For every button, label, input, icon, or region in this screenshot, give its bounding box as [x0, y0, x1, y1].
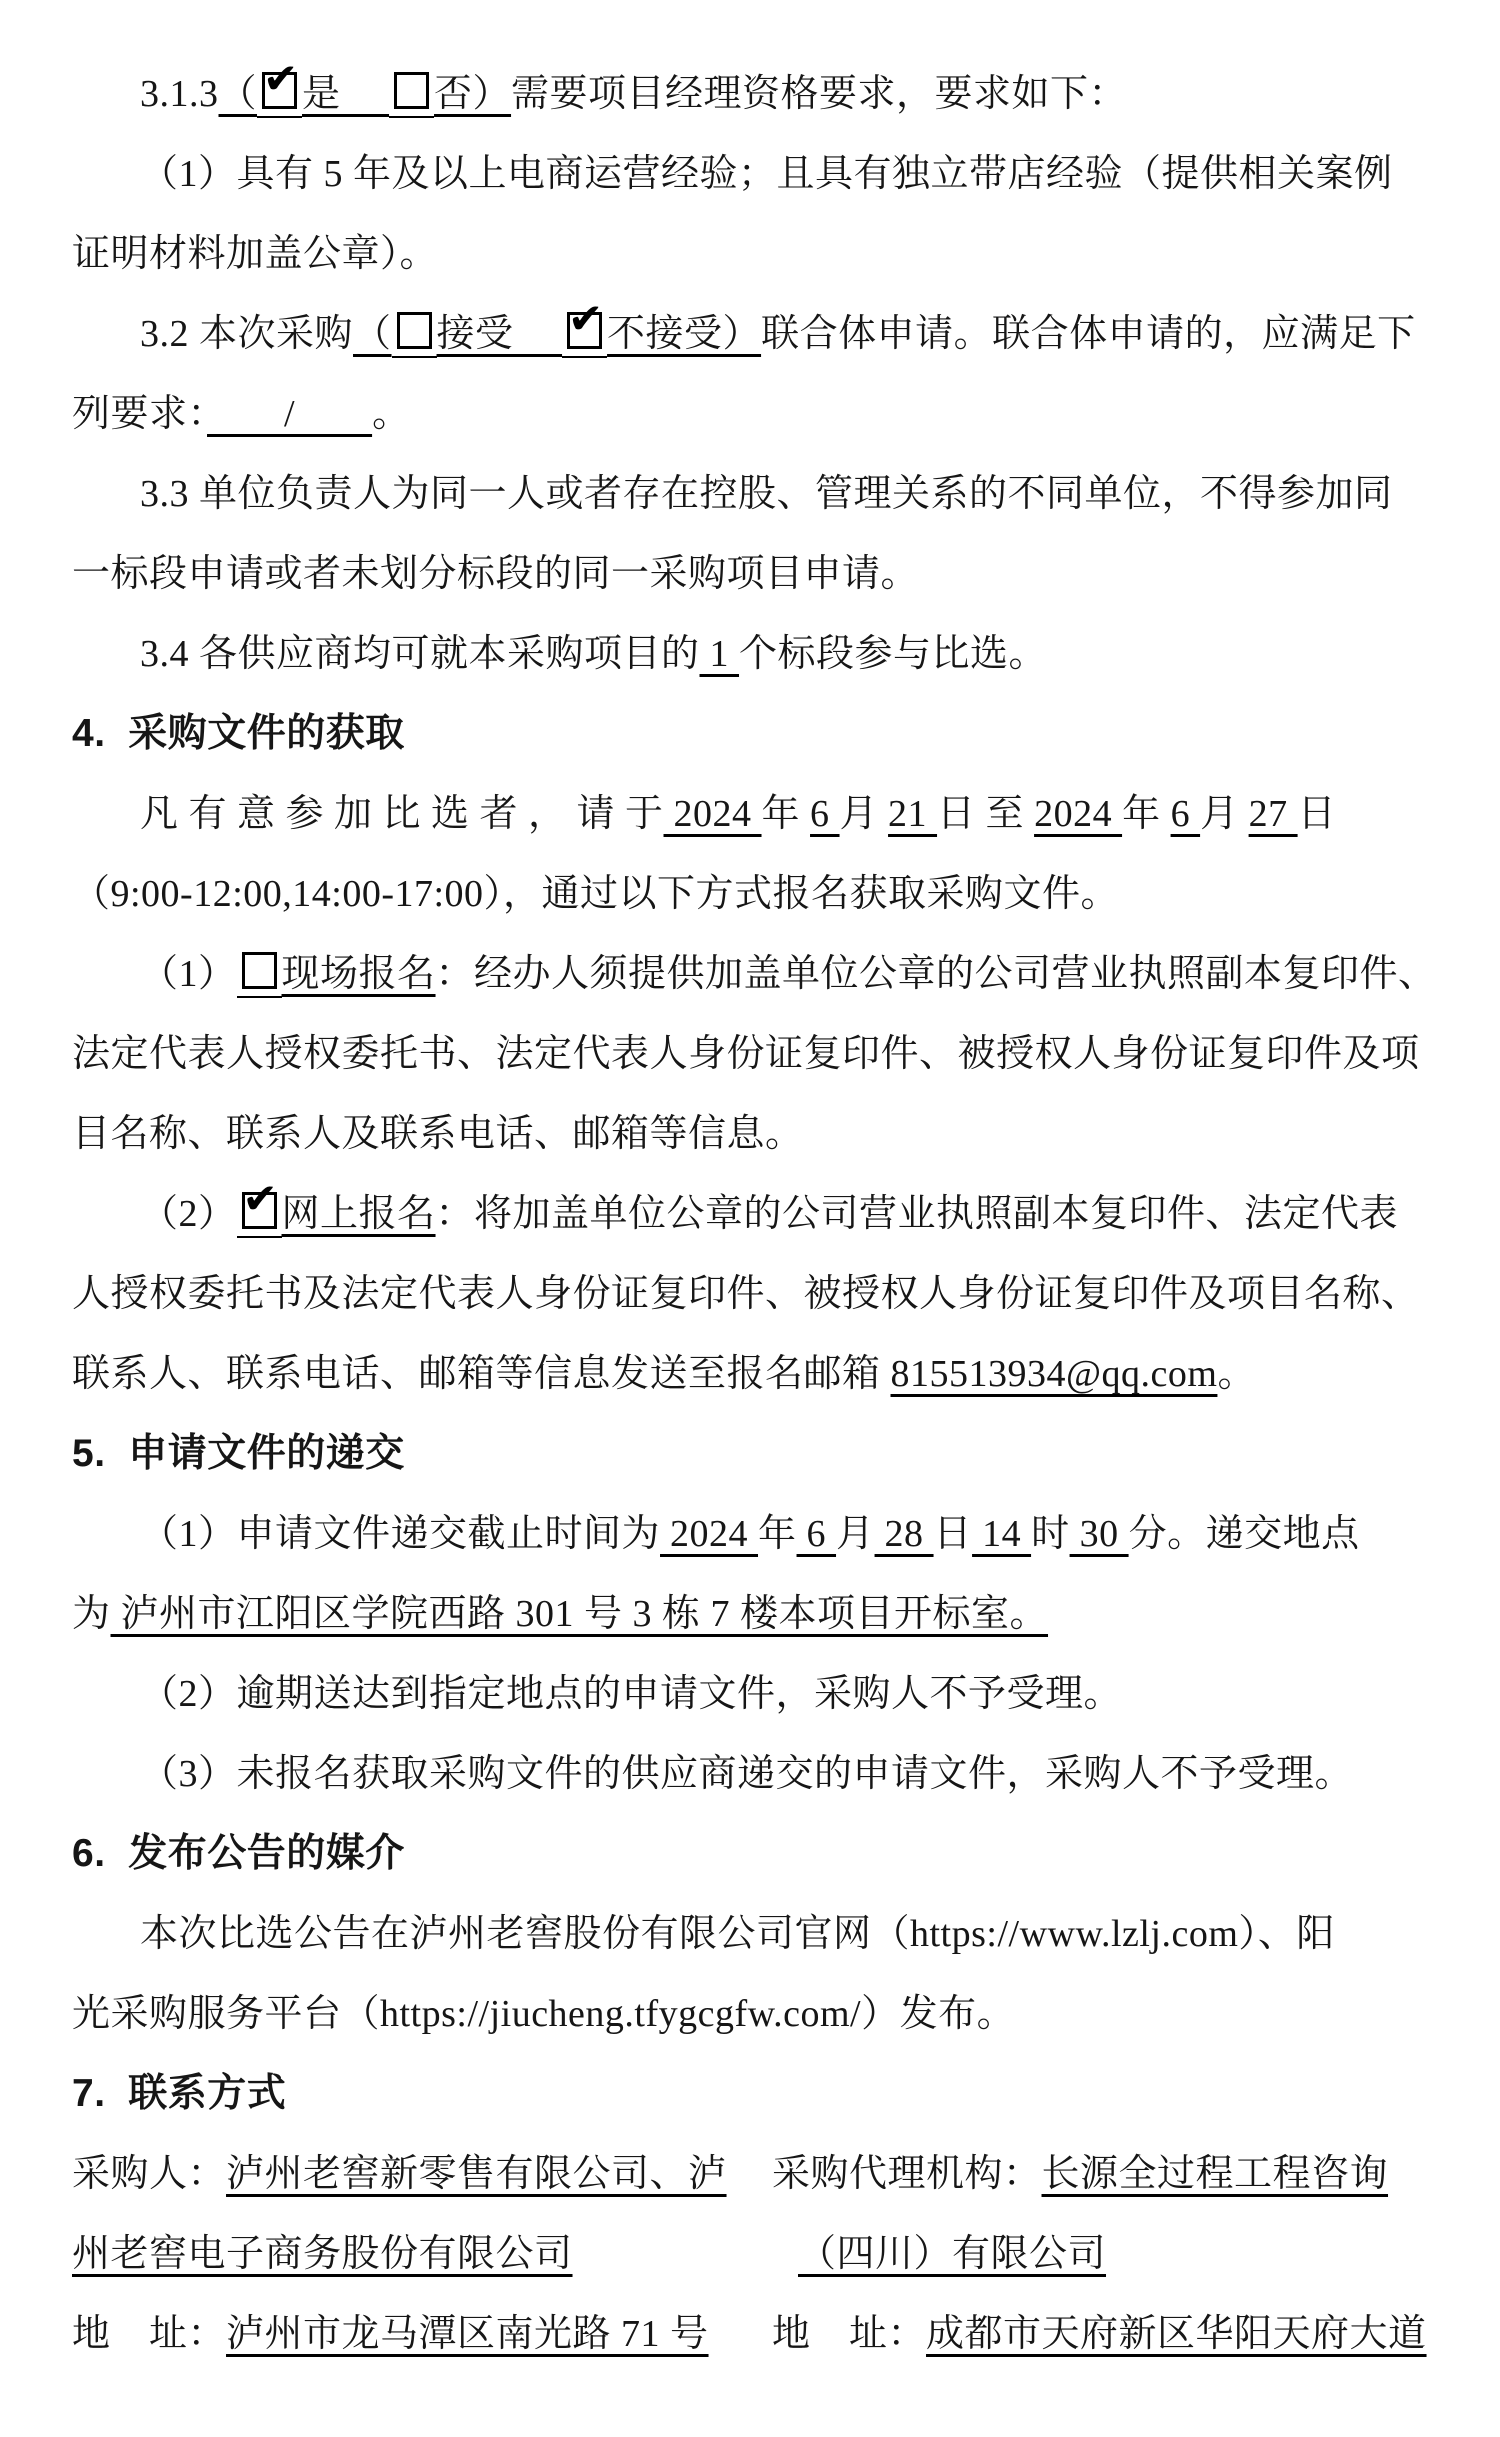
section-heading: 5. 申请文件的递交 [72, 1432, 405, 1475]
check-mark-icon: ✔ [263, 54, 299, 103]
text-run: 地 址： [772, 2313, 927, 2355]
document-body [72, 54, 1450, 2374]
underlined-text-run: 现场报名 [281, 953, 436, 995]
text-line [72, 854, 1450, 934]
underlined-text-run: 网上报名 [281, 1193, 436, 1235]
text-line [72, 374, 1450, 454]
text-run: 个标段参与比选。 [739, 633, 1048, 675]
underlined-text-run: / [207, 393, 373, 435]
contact-col-right [772, 2214, 1450, 2294]
text-run: 法定代表人授权委托书、法定代表人身份证复印件、被授权人身份证复印件及项 [72, 1033, 1420, 1075]
text-line [72, 1254, 1450, 1334]
contact-col-left [72, 2214, 772, 2294]
text-run: 3.4 各供应商均可就本采购项目的 [140, 633, 700, 675]
underlined-text-run: 6 [1170, 793, 1201, 835]
underlined-text-run: （ [353, 313, 392, 355]
check-mark-icon: ✔ [568, 294, 604, 343]
text-run: 年 [758, 1513, 797, 1555]
text-run: 年 [761, 793, 811, 835]
text-line [72, 1494, 1450, 1574]
text-line [72, 54, 1450, 134]
text-line [72, 534, 1450, 614]
section-heading: 6. 发布公告的媒介 [72, 1832, 405, 1875]
text-run: 目名称、联系人及联系电话、邮箱等信息。 [72, 1113, 804, 1155]
text-line [72, 294, 1450, 374]
underlined-text-run: 接受 [436, 313, 563, 355]
text-run: 本次比选公告在泸州老窖股份有限公司官网（https://www.lzlj.com）、阳 [140, 1913, 1335, 1955]
checkbox-checked-icon [567, 294, 604, 349]
text-run: 。 [1217, 1353, 1256, 1395]
text-run: 3.3 单位负责人为同一人或者存在控股、管理关系的不同单位，不得参加同 [140, 473, 1393, 515]
contact-col-left [72, 2134, 772, 2214]
check-mark-icon: ✔ [242, 1174, 279, 1223]
text-run: 联系人、联系电话、邮箱等信息发送至报名邮箱 [72, 1353, 891, 1395]
underlined-text-run: （ [218, 73, 258, 115]
underlined-text-run: 1 [699, 633, 740, 675]
text-run: 3.1.3 [140, 73, 219, 115]
underlined-text-run: 2024 [663, 793, 762, 835]
underlined-text-run: 州老窖电子商务股份有限公司 [72, 2233, 573, 2275]
text-run: 光采购服务平台（https://jiucheng.tfygcgfw.com/）发布。 [72, 1993, 1016, 2035]
underlined-text-run: 是 [302, 73, 390, 115]
checkbox-unchecked-icon [242, 952, 277, 989]
text-run: （3）未报名获取采购文件的供应商递交的申请文件，采购人不予受理。 [140, 1753, 1354, 1795]
text-run: 采购代理机构： [772, 2153, 1042, 2195]
text-line [72, 774, 1450, 854]
text-run: 地 址： [72, 2313, 227, 2355]
underlined-text-run: 不接受） [607, 313, 762, 355]
text-run: 证明材料加盖公章）。 [72, 233, 439, 275]
text-line [72, 1734, 1450, 1814]
underlined-text-run: 2024 [1034, 793, 1123, 835]
checkbox-checked-icon [242, 1174, 279, 1229]
text-run: 年 [1122, 793, 1171, 835]
text-run: 分。递交地点 [1128, 1513, 1360, 1555]
text-run: 凡 有 意 参 加 比 选 者 ， 请 于 [140, 793, 664, 835]
underlined-text-run: 成都市天府新区华阳天府大道 [926, 2313, 1427, 2355]
text-run: 日 [1297, 793, 1337, 835]
text-run: 月 [836, 1513, 875, 1555]
text-line [72, 1894, 1450, 1974]
text-run: 一标段申请或者未划分标段的同一采购项目申请。 [72, 553, 920, 595]
text-run: （9:00-12:00,14:00-17:00），通过以下方式报名获取采购文件。 [72, 873, 1120, 915]
text-run: ：经办人须提供加盖单位公章的公司营业执照副本复印件、 [435, 953, 1437, 995]
text-run: ：将加盖单位公章的公司营业执照副本复印件、法定代表 [435, 1193, 1399, 1235]
underlined-text-run: 27 [1248, 793, 1298, 835]
text-run: （1）申请文件递交截止时间为 [140, 1513, 661, 1555]
text-run: 月 [839, 793, 889, 835]
contact-col-left [72, 2294, 772, 2374]
checkbox-checked-icon [262, 54, 299, 109]
text-run: （2） [140, 1193, 237, 1235]
text-line [72, 934, 1450, 1014]
text-run: 需要项目经理资格要求，要求如下： [511, 73, 1128, 115]
underlined-text-run: 泸州市龙马潭区南光路 71 号 [226, 2313, 709, 2355]
underlined-text-run: 长源全过程工程咨询 [1041, 2153, 1389, 2195]
contact-row [72, 2214, 1450, 2294]
text-line [72, 1574, 1450, 1654]
text-line [72, 614, 1450, 694]
checkbox-unchecked-icon [394, 72, 429, 109]
underlined-text-run: 30 [1069, 1513, 1129, 1555]
text-run: （2）逾期送达到指定地点的申请文件，采购人不予受理。 [140, 1673, 1123, 1715]
contact-col-right [772, 2134, 1450, 2214]
text-line [72, 1654, 1450, 1734]
text-line [72, 1974, 1450, 2054]
text-run: 时 [1031, 1513, 1070, 1555]
underlined-text-run: 815513934@qq.com [890, 1353, 1218, 1395]
text-run: 日 [933, 1513, 973, 1555]
text-run: 日 至 [937, 793, 1035, 835]
underlined-text-run: （四川）有限公司 [798, 2233, 1107, 2275]
text-run: 列要求： [72, 393, 208, 435]
contact-col-right [772, 2294, 1450, 2374]
underlined-text-run: 21 [888, 793, 938, 835]
text-line [72, 214, 1450, 294]
section-heading: 7. 联系方式 [72, 2072, 287, 2115]
text-run: （1）具有 5 年及以上电商运营经验；且具有独立带店经验（提供相关案例 [140, 153, 1393, 195]
section-heading: 4. 采购文件的获取 [72, 712, 405, 755]
text-run: 月 [1200, 793, 1249, 835]
underlined-text-run: 28 [874, 1513, 934, 1555]
underlined-text-run: 6 [796, 1513, 837, 1555]
text-line [72, 1094, 1450, 1174]
text-run: 人授权委托书及法定代表人身份证复印件、被授权人身份证复印件及项目名称、 [72, 1273, 1420, 1315]
text-line [72, 1334, 1450, 1414]
checkbox-unchecked-icon [397, 312, 432, 349]
text-run: 3.2 本次采购 [140, 313, 354, 355]
contact-row [72, 2294, 1450, 2374]
underlined-text-run: 14 [972, 1513, 1032, 1555]
text-line [72, 134, 1450, 214]
text-run: 为 [72, 1593, 111, 1635]
underlined-text-run: 6 [810, 793, 840, 835]
text-run: 。 [372, 393, 411, 435]
text-run: （1） [140, 953, 237, 995]
text-line [72, 1174, 1450, 1254]
text-line [72, 1014, 1450, 1094]
underlined-text-run: 泸州市江阳区学院西路 301 号 3 栋 7 楼本项目开标室。 [110, 1593, 1049, 1635]
underlined-text-run: 2024 [660, 1513, 759, 1555]
text-line [72, 454, 1450, 534]
contact-row [72, 2134, 1450, 2214]
text-run: 采购人： [72, 2153, 227, 2195]
underlined-text-run: 否） [434, 73, 512, 115]
underlined-text-run: 泸州老窖新零售有限公司、泸 [226, 2153, 727, 2195]
text-run: 联合体申请。联合体申请的，应满足下 [761, 313, 1416, 355]
